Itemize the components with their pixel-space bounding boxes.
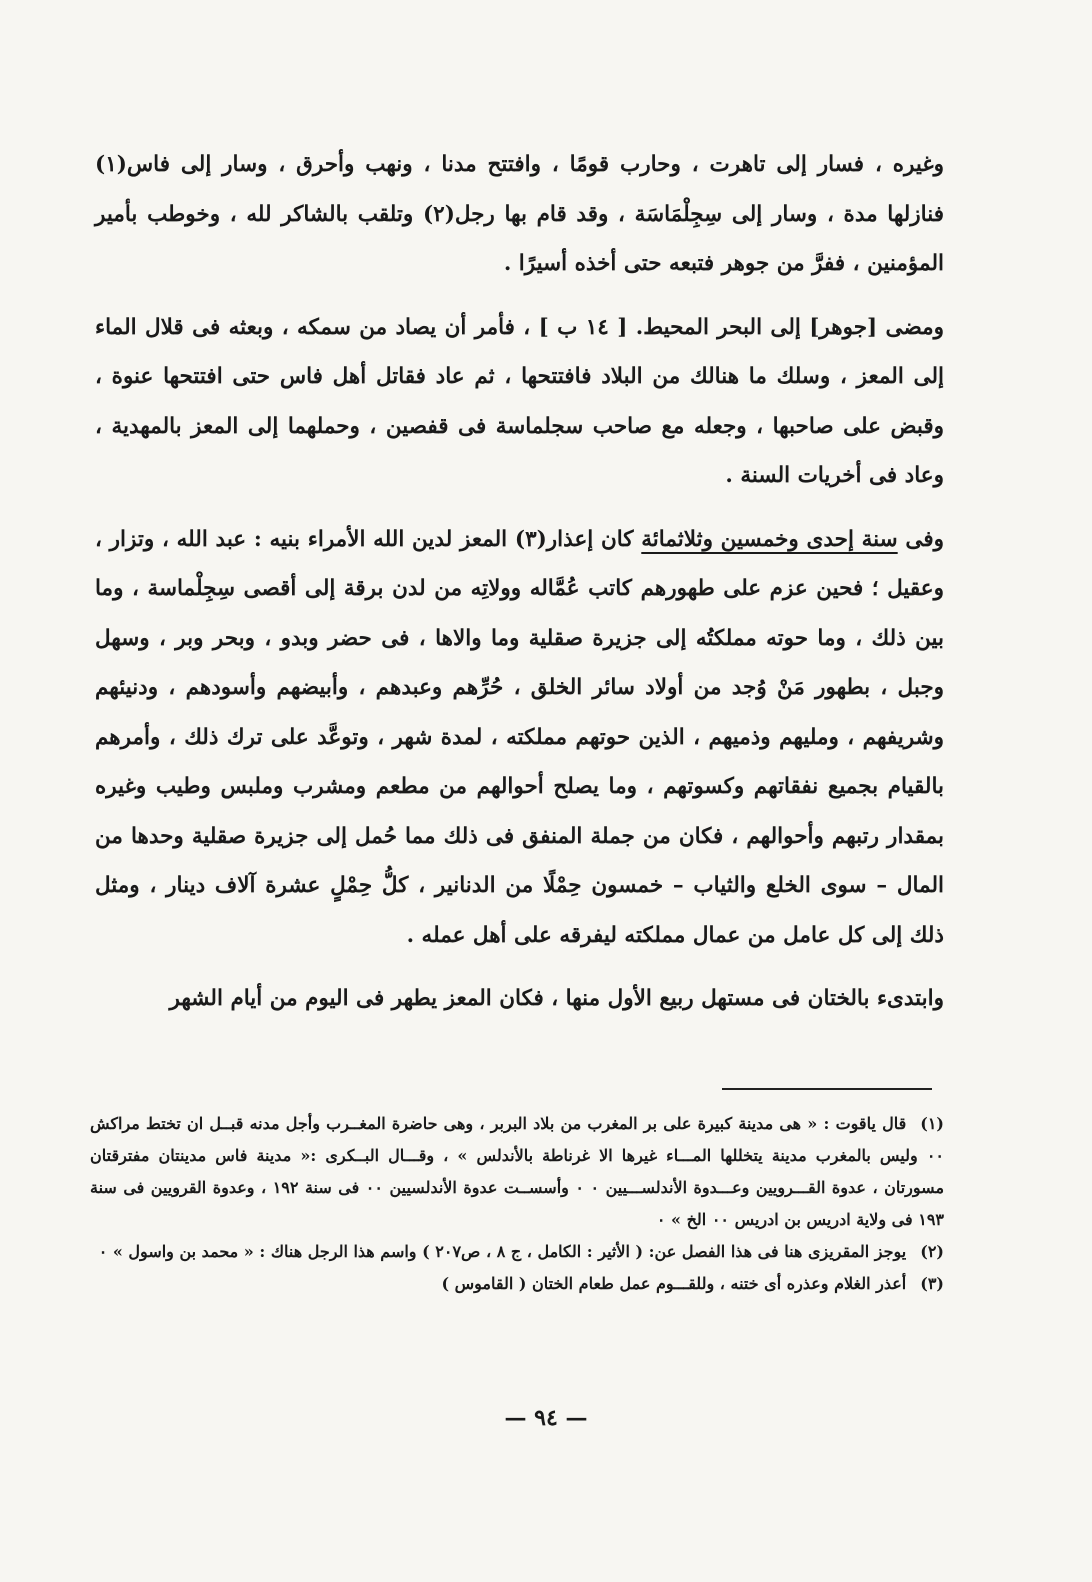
footnote-1	[90, 1108, 944, 1236]
paragraph-2: ومضى [جوهر] إلى البحر المحيط. [ ١٤ ب ] ، فأمر أن يصاد من سمكه ، وبعثه فى قلال الماء إلى المعز ، وسلك ما هنالك من البلاد فافتتحها ، ثم عاد فقاتل أهل فاس حتى افتتحها عنوة ، وقبض على صاحبها ، وجعله مع صاحب سجلماسة فى قفصين ، وحملهما إلى المعز بالمهدية ، وعاد فى أخريات السنة .	[95, 314, 944, 488]
paragraph-3-lead: وفى	[897, 526, 944, 552]
footnote-3	[90, 1268, 944, 1300]
footnotes	[90, 1108, 944, 1300]
paragraph-1: وغيره ، فسار إلى تاهرت ، وحارب قومًا ، وافتتح مدنا ، ونهب وأحرق ، وسار إلى فاس(١) فنازلها مدة ، وسار إلى سِجِلْمَاسَة ، وقد قام بها رجل(٢) وتلقب بالشاكر لله ، وخوطب بأمير المؤمنين ، ففرَّ من جوهر فتبعه حتى أخذه أسيرًا .	[95, 152, 944, 276]
underlined-date: سنة إحدى وخمسين وثلاثمائة	[641, 526, 898, 552]
footnote-2-text: يوجز المقريزى هنا فى هذا الفصل عن: ( الأثير : الكامل ، ج ٨ ، ص٢٠٧ ) واسم هذا الرجل هناك : « محمد بن واسول » ٠	[98, 1242, 907, 1261]
footnote-divider	[722, 1088, 932, 1090]
footnote-3-number: (٣)	[920, 1274, 944, 1293]
footnote-3-text: أعذر الغلام وعذره أى ختنه ، وللقـــوم عمل طعام الختان ( القاموس )	[441, 1274, 907, 1293]
paragraph-4: وابتدىء بالختان فى مستهل ربيع الأول منها ، فكان المعز يطهر فى اليوم من أيام الشهر	[169, 986, 944, 1011]
footnote-2	[90, 1236, 944, 1268]
footnote-2-number: (٢)	[920, 1242, 944, 1261]
footnote-1-number: (١)	[920, 1114, 944, 1133]
paragraph-3	[95, 515, 944, 961]
footnote-1-text: قال ياقوت : « هى مدينة كبيرة على بر المغرب من بلاد البربر ، وهى حاضرة المغــرب وأجل مدنه قبــل ان تختط مراكش ٠٠ وليس بالمغرب مدينة يتخللها المـــاء غيرها الا غرناطة بالأندلس » ، وقـــال البــكرى :« مدينة فاس مدينتان مفترقتان مسورتان ، عدوة القـــرويين وعـــدوة الأندلســـيين ٠ ٠ وأسســت عدوة الأندلسيين ٠٠ فى سنة ١٩٢ ، وعدوة القرويين فى سنة ١٩٣ فى ولاية ادريس بن ادريس ٠٠ الخ » ٠	[90, 1114, 945, 1229]
paragraph-3-rest: كان إعذار(٣) المعز لدين الله الأمراء بنيه : عبد الله ، وتزار ، وعقيل ؛ فحين عزم على طهورهم كاتب عُمَّاله وولاتِه من لدن برقة إلى أقصى سِجِلْماسة ، وما بين ذلك ، وما حوته مملكتُه إلى جزيرة صقلية وما والاها ، فى حضر وبدو ، وبحر وبر ، وسهل وجبل ، بطهور مَنْ وُجد من أولاد سائر الخلق ، حُرِّهم وعبدهم ، وأبيضهم وأسودهم ، ودنيئهم وشريفهم ، ومليهم وذميهم ، الذين حوتهم مملكته ، لمدة شهر ، وتوعَّد على ترك ذلك ، وأمرهم بالقيام بجميع نفقاتهم وكسوتهم ، وما يصلح أحوالهم من مطعم ومشرب وملبس وطيب وغيره بمقدار رتبهم وأحوالهم ، فكان من جملة المنفق فى ذلك مما حُمل إلى جزيرة صقلية وحدها من المال – سوى الخلع والثياب – خمسون حِمْلًا من الدنانير ، كلُّ حِمْلٍ عشرة آلاف دينار ، ومثل ذلك إلى كل عامل من عمال مملكته ليفرقه على أهل عمله .	[95, 526, 944, 948]
page-number: — ٩٤ —	[504, 1405, 588, 1431]
main-text	[95, 140, 944, 1024]
